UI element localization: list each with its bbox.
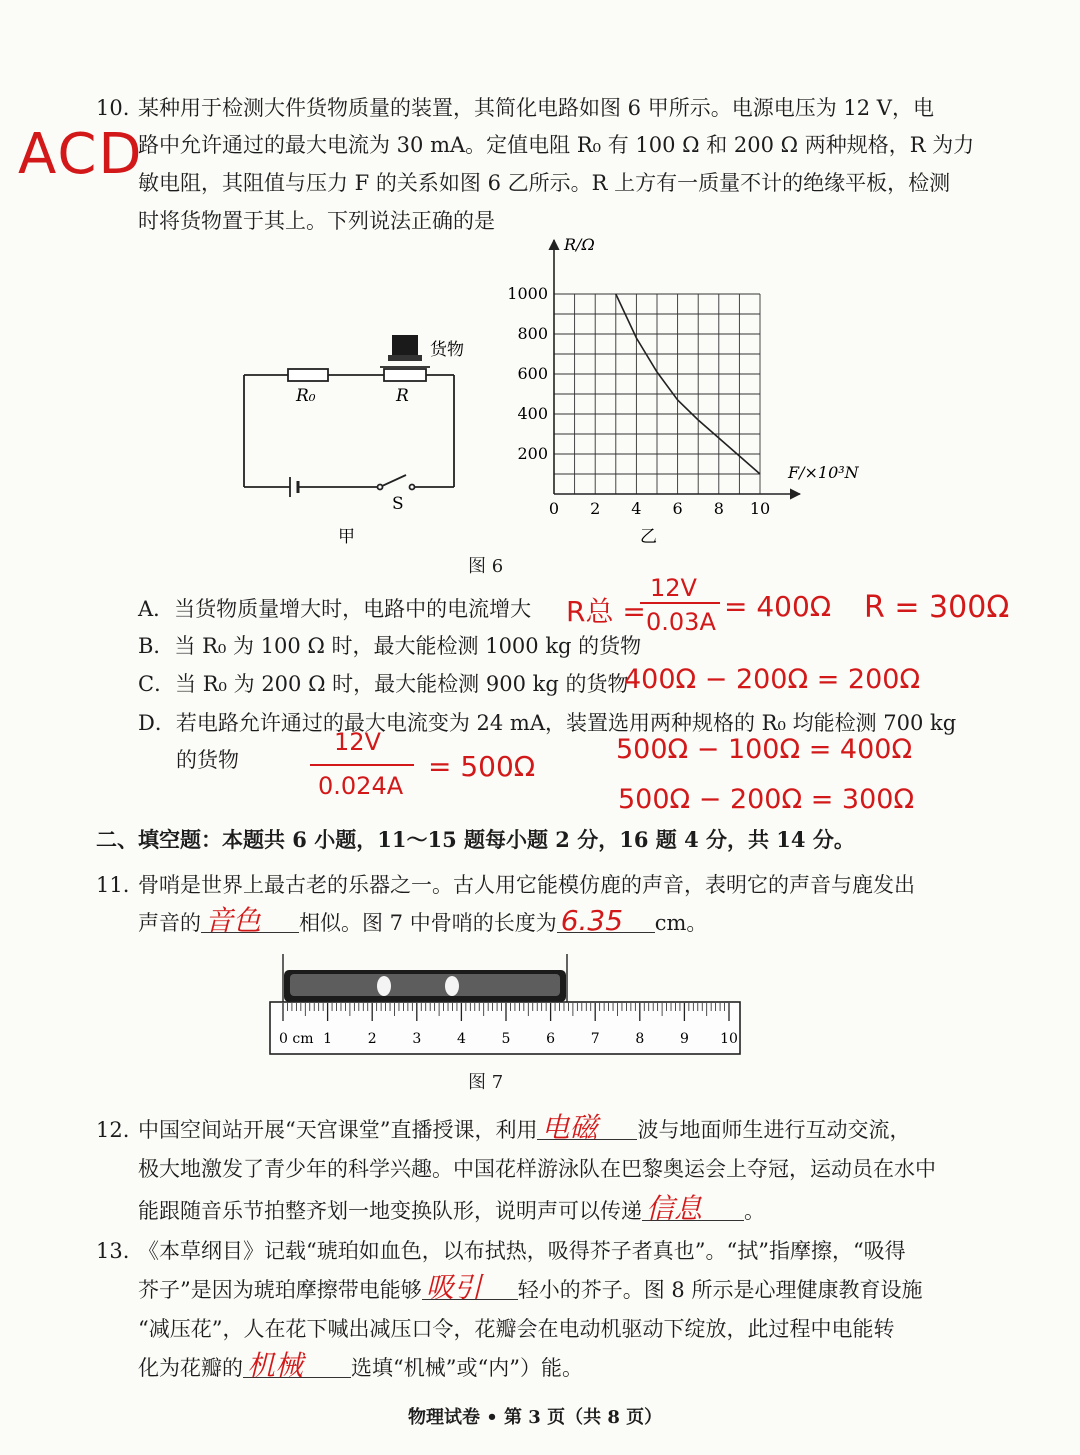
- q13-blank-2[interactable]: [243, 1349, 351, 1382]
- switch-blade: [380, 475, 406, 487]
- figure6-caption: 图 6: [468, 556, 504, 577]
- q12-line-3: [138, 1192, 765, 1225]
- ruler-label: 2: [367, 1031, 377, 1047]
- q10-line-1: 某种用于检测大件货物质量的装置，其简化电路如图 6 甲所示。电源电压为 12 V，电: [138, 96, 934, 120]
- q12-line-3-b: 。: [744, 1199, 765, 1223]
- q13-answer-1: 吸引: [425, 1271, 482, 1304]
- x-axis-label: F/×10³N: [788, 463, 859, 482]
- work-500-minus-200: 500Ω − 200Ω = 300Ω: [618, 784, 915, 815]
- q13-blank-1[interactable]: [422, 1271, 518, 1304]
- work-12v-num: 12V: [650, 574, 697, 602]
- q11-blank-2[interactable]: [557, 904, 655, 937]
- ruler-label: 8: [635, 1031, 645, 1047]
- x-tick-label: 8: [713, 499, 724, 518]
- q12-number: 12.: [96, 1118, 130, 1142]
- y-tick-label: 200: [517, 444, 548, 463]
- y-tick-label: 1000: [507, 284, 548, 303]
- q13-line-4-a: 化为花瓣的: [138, 1356, 243, 1380]
- work-500: = 500Ω: [428, 750, 536, 783]
- work-rtotal-label: R总 =: [566, 595, 646, 628]
- q11-line-1: 骨哨是世界上最古老的乐器之一。古人用它能模仿鹿的声音，表明它的声音与鹿发出: [138, 873, 915, 897]
- ruler-label: 4: [456, 1031, 466, 1047]
- ruler-label: 9: [679, 1031, 689, 1047]
- work-12v-num-2: 12V: [334, 728, 381, 756]
- q13-line-3: “减压花”，人在花下喊出减压口令，花瓣会在电动机驱动下绽放，此过程中电能转: [138, 1317, 895, 1341]
- q13-number: 13.: [96, 1239, 130, 1263]
- q13-line-4: [138, 1349, 583, 1382]
- q12-line-1-a: 中国空间站开展“天宫课堂”直播授课，利用: [138, 1118, 538, 1142]
- ruler-label: 6: [546, 1031, 556, 1047]
- q10-option-a: A．当货物质量增大时，电路中的电流增大: [138, 597, 532, 621]
- figure7-caption: 图 7: [468, 1072, 504, 1093]
- work-400: = 400Ω: [724, 590, 832, 623]
- ruler-label: 1: [323, 1031, 333, 1047]
- q11-line-2-c: cm。: [654, 911, 708, 935]
- x-tick-label: 2: [590, 499, 601, 518]
- work-500-minus-100: 500Ω − 100Ω = 400Ω: [616, 734, 913, 765]
- q11-line-2: [138, 904, 708, 937]
- y-tick-label: 800: [517, 324, 548, 343]
- chart-grid: [554, 294, 760, 494]
- work-fraction-bar-2: [310, 764, 414, 766]
- r0-resistor: [288, 369, 328, 381]
- q10-option-b: B．当 R₀ 为 100 Ω 时，最大能检测 1000 kg 的货物: [138, 634, 642, 658]
- x-tick-label: 4: [631, 499, 642, 518]
- q12-line-2: 极大地激发了青少年的科学兴趣。中国花样游泳队在巴黎奥运会上夺冠，运动员在水中: [138, 1157, 936, 1181]
- q10-handwritten-answer: ACD: [18, 122, 144, 187]
- q11-line-2-a: 声音的: [138, 911, 201, 935]
- q10-number: 10.: [96, 96, 130, 120]
- q12-line-1: [138, 1111, 911, 1144]
- q11-line-2-b: 相似。图 7 中骨哨的长度为: [299, 911, 557, 935]
- y-tick-label: 600: [517, 364, 548, 383]
- ruler-label: 10: [720, 1031, 738, 1047]
- ruler-label: 0 cm: [279, 1031, 314, 1047]
- q13-line-2: [138, 1271, 923, 1304]
- q12-answer-1: 电磁: [541, 1111, 598, 1144]
- work-current-den-2: 0.024A: [318, 772, 404, 800]
- x-tick-label: 10: [749, 499, 771, 518]
- work-400-minus-200: 400Ω − 200Ω = 200Ω: [624, 664, 921, 695]
- q10-line-2: 路中允许通过的最大电流为 30 mA。定值电阻 R₀ 有 100 Ω 和 200 Ω 两种规格，R 为力: [138, 133, 975, 157]
- work-current-den: 0.03A: [646, 608, 716, 636]
- circuit-caption: 甲: [338, 527, 355, 547]
- ruler-label: 5: [501, 1031, 511, 1047]
- ruler-label: 7: [590, 1031, 600, 1047]
- switch-label: S: [392, 494, 404, 514]
- whistle-hole-2: [445, 976, 459, 996]
- page-footer: 物理试卷 • 第 3 页（共 8 页）: [408, 1407, 663, 1428]
- q13-line-2-b: 轻小的芥子。图 8 所示是心理健康教育设施: [517, 1278, 923, 1302]
- section-2-heading: 二、填空题：本题共 6 小题，11～15 题每小题 2 分，16 题 4 分，共 14 分。: [96, 827, 855, 852]
- ruler-label: 3: [412, 1031, 422, 1047]
- q13-line-2-a: 芥子”是因为琥珀摩擦带电能够: [138, 1278, 422, 1302]
- q12-line-3-a: 能跟随音乐节拍整齐划一地变换队形，说明声可以传递: [138, 1199, 642, 1223]
- q12-line-1-b: 波与地面师生进行互动交流，: [637, 1118, 911, 1142]
- q10-option-d: D．若电路允许通过的最大电流变为 24 mA，装置选用两种规格的 R₀ 均能检测 700 kg: [138, 711, 957, 735]
- y-tick-label: 400: [517, 404, 548, 423]
- work-fraction-bar-1: [640, 602, 720, 604]
- q10-option-c: C．当 R₀ 为 200 Ω 时，最大能检测 900 kg 的货物: [138, 672, 629, 696]
- q11-number: 11.: [96, 873, 130, 897]
- r-f-curve: [616, 294, 760, 474]
- ruler-figure: [262, 952, 752, 1058]
- q10-line-4: 时将货物置于其上。下列说法正确的是: [138, 209, 495, 233]
- r-force-sensor: [384, 369, 426, 381]
- q11-blank-1[interactable]: [201, 904, 299, 937]
- whistle-hole-1: [377, 976, 391, 996]
- q12-blank-1[interactable]: [537, 1111, 637, 1144]
- r-label: R: [396, 386, 409, 406]
- x-tick-label: 0: [548, 499, 560, 518]
- q10-option-d-cont: 的货物: [176, 748, 239, 772]
- x-tick-label: 6: [672, 499, 683, 518]
- q13-answer-2: 机械: [247, 1349, 304, 1382]
- q11-answer-1: 音色: [205, 904, 262, 937]
- work-r300: R = 300Ω: [864, 590, 1010, 625]
- r-f-chart: [500, 232, 880, 552]
- cargo-label: 货物: [430, 340, 464, 360]
- q13-line-1: 《本草纲目》记载“琥珀如血色，以布拭热，吸得芥子者真也”。“拭”指摩擦，“吸得: [138, 1239, 906, 1263]
- q12-blank-2[interactable]: [642, 1192, 744, 1225]
- circuit-diagram: [230, 325, 480, 555]
- q12-answer-2: 信息: [646, 1192, 703, 1225]
- y-axis-label: R/Ω: [564, 235, 595, 254]
- r0-label: R₀: [296, 386, 316, 406]
- q13-line-4-b: 选填“机械”或“内”）能。: [351, 1356, 583, 1380]
- q11-answer-2: 6.35: [560, 904, 624, 937]
- q10-line-3: 敏电阻，其阻值与压力 F 的关系如图 6 乙所示。R 上方有一质量不计的绝缘平板，检测: [138, 171, 951, 195]
- chart-caption: 乙: [640, 527, 657, 547]
